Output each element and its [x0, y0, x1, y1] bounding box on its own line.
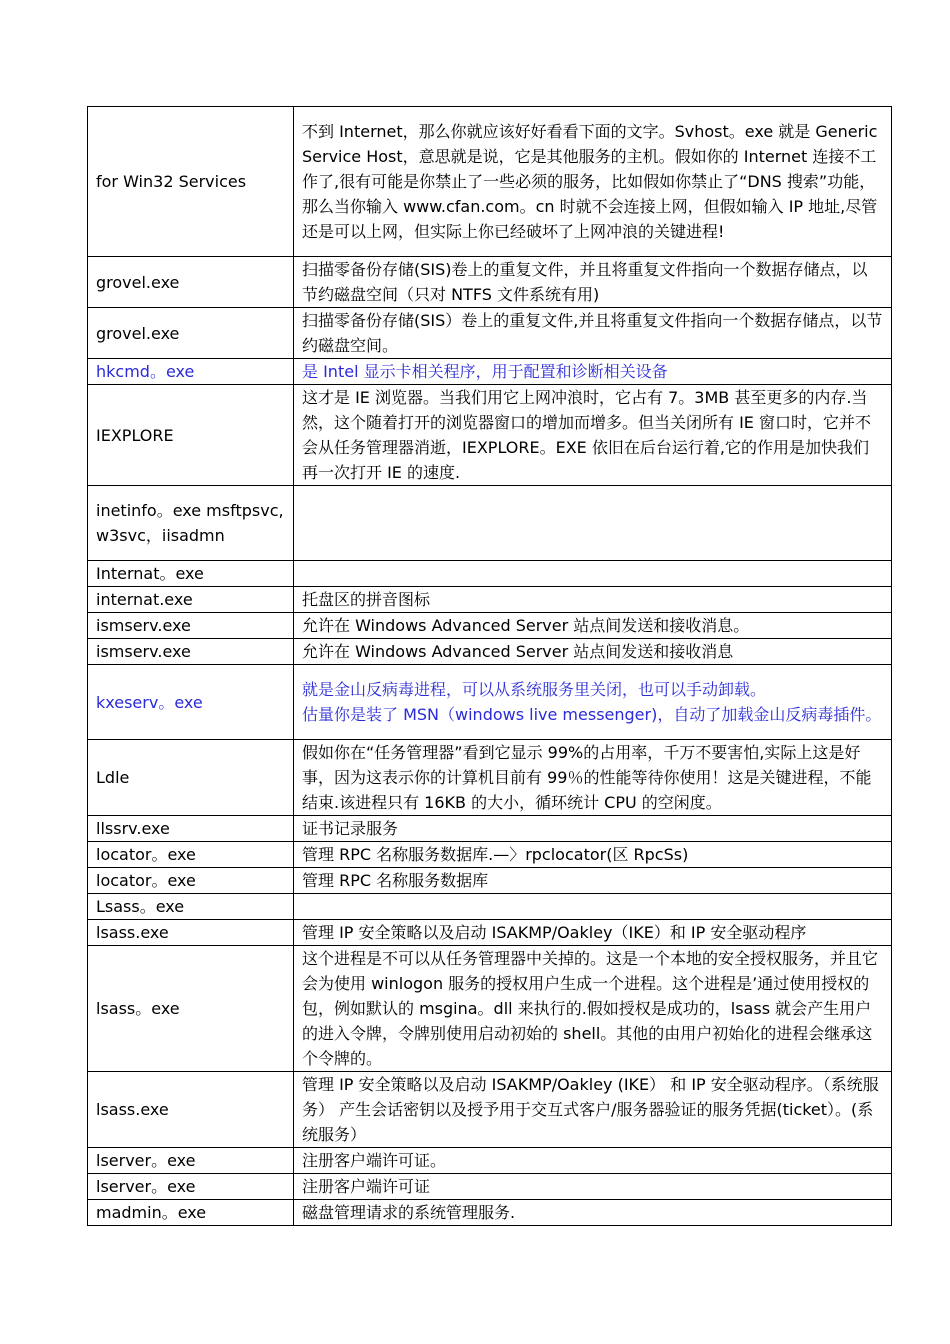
process-name: hkcmd。exe	[88, 359, 294, 385]
process-name: internat.exe	[88, 587, 294, 613]
table-row	[88, 946, 892, 1072]
process-description: 允许在 Windows Advanced Server 站点间发送和接收消息	[294, 639, 892, 665]
table-row	[88, 613, 892, 639]
table-row	[88, 842, 892, 868]
process-name: lsass。exe	[88, 946, 294, 1072]
process-name: Lsass。exe	[88, 894, 294, 920]
table-row	[88, 107, 892, 257]
process-description: 这个进程是不可以从任务管理器中关掉的。这是一个本地的安全授权服务，并且它会为使用 winlogon 服务的授权用户生成一个进程。这个进程是’通过使用授权的包，例如默认的 msgina。dll 来执行的.假如授权是成功的，lsass 就会产生用户的进入令牌，令牌别使用启动初始的 shell。其他的由用户初始化的进程会继承这个令牌的。	[294, 946, 892, 1072]
process-description: 假如你在“任务管理器”看到它显示 99%的占用率，千万不要害怕,实际上这是好事，因为这表示你的计算机目前有 99％的性能等待你使用！这是关键进程，不能结束.该进程只有 16KB 的大小，循环统计 CPU 的空闲度。	[294, 740, 892, 816]
process-name: grovel.exe	[88, 257, 294, 308]
process-name: ismserv.exe	[88, 613, 294, 639]
process-description: 磁盘管理请求的系统管理服务.	[294, 1200, 892, 1226]
process-name: inetinfo。exe msftpsvc,w3svc，iisadmn	[88, 486, 294, 561]
process-name: lserver。exe	[88, 1148, 294, 1174]
process-description: 管理 IP 安全策略以及启动 ISAKMP/Oakley（IKE）和 IP 安全驱动程序	[294, 920, 892, 946]
table-row	[88, 561, 892, 587]
process-name: Ldle	[88, 740, 294, 816]
description-line: 就是金山反病毒进程，可以从系统服务里关闭，也可以手动卸载。	[302, 680, 767, 699]
process-description	[294, 561, 892, 587]
process-description	[294, 486, 892, 561]
table-row	[88, 1200, 892, 1226]
process-name: locator。exe	[88, 868, 294, 894]
table-row	[88, 385, 892, 486]
description-line: 估量你是装了 MSN（windows live messenger)，自动了加载金山反病毒插件。	[302, 705, 882, 724]
table-row	[88, 1174, 892, 1200]
process-name: kxeserv。exe	[88, 665, 294, 740]
process-name: llssrv.exe	[88, 816, 294, 842]
process-description: 管理 RPC 名称服务数据库	[294, 868, 892, 894]
table-row	[88, 1072, 892, 1148]
table-row	[88, 740, 892, 816]
table-row	[88, 920, 892, 946]
table-row	[88, 639, 892, 665]
table-row	[88, 894, 892, 920]
process-description: 注册客户端许可证。	[294, 1148, 892, 1174]
process-name: lsass.exe	[88, 920, 294, 946]
process-description	[294, 665, 892, 740]
process-description: 注册客户端许可证	[294, 1174, 892, 1200]
process-description: 这才是 IE 浏览器。当我们用它上网冲浪时，它占有 7。3MB 甚至更多的内存.当然，这个随着打开的浏览器窗口的增加而增多。但当关闭所有 IE 窗口时，它并不会从任务管理器消逝，IEXPLORE。EXE 依旧在后台运行着,它的作用是加快我们再一次打开 IE 的速度.	[294, 385, 892, 486]
table-row	[88, 868, 892, 894]
process-description: 管理 RPC 名称服务数据库.—〉rpclocator(区 RpcSs)	[294, 842, 892, 868]
process-description: 不到 Internet，那么你就应该好好看看下面的文字。Svhost。exe 就是 Generic Service Host，意思就是说，它是其他服务的主机。假如你的 Internet 连接不工作了,很有可能是你禁止了一些必须的服务，比如假如你禁止了“DNS 搜索”功能，那么当你输入 www.cfan.com。cn 时就不会连接上网，但假如输入 IP 地址,尽管还是可以上网，但实际上你已经破坏了上网冲浪的关键进程!	[294, 107, 892, 257]
process-description: 扫描零备份存储(SIS)卷上的重复文件，并且将重复文件指向一个数据存储点，以节约磁盘空间（只对 NTFS 文件系统有用)	[294, 257, 892, 308]
process-name: IEXPLORE	[88, 385, 294, 486]
process-table	[87, 106, 892, 1226]
process-description: 扫描零备份存储(SIS）卷上的重复文件,并且将重复文件指向一个数据存储点，以节约磁盘空间。	[294, 308, 892, 359]
process-description	[294, 894, 892, 920]
table-row	[88, 486, 892, 561]
process-name: for Win32 Services	[88, 107, 294, 257]
process-description: 允许在 Windows Advanced Server 站点间发送和接收消息。	[294, 613, 892, 639]
process-name: ismserv.exe	[88, 639, 294, 665]
process-name: grovel.exe	[88, 308, 294, 359]
process-description: 管理 IP 安全策略以及启动 ISAKMP/Oakley (IKE） 和 IP 安全驱动程序。（系统服务） 产生会话密钥以及授予用于交互式客户/服务器验证的服务凭据(ticket）。(系统服务）	[294, 1072, 892, 1148]
process-name: madmin。exe	[88, 1200, 294, 1226]
table-row	[88, 359, 892, 385]
process-description: 是 Intel 显示卡相关程序，用于配置和诊断相关设备	[294, 359, 892, 385]
process-name: locator。exe	[88, 842, 294, 868]
process-name: lserver。exe	[88, 1174, 294, 1200]
process-name: Internat。exe	[88, 561, 294, 587]
table-row	[88, 816, 892, 842]
process-name: lsass.exe	[88, 1072, 294, 1148]
table-row	[88, 587, 892, 613]
table-row	[88, 308, 892, 359]
process-description: 托盘区的拼音图标	[294, 587, 892, 613]
table-row	[88, 1148, 892, 1174]
table-row	[88, 665, 892, 740]
process-description: 证书记录服务	[294, 816, 892, 842]
table-row	[88, 257, 892, 308]
